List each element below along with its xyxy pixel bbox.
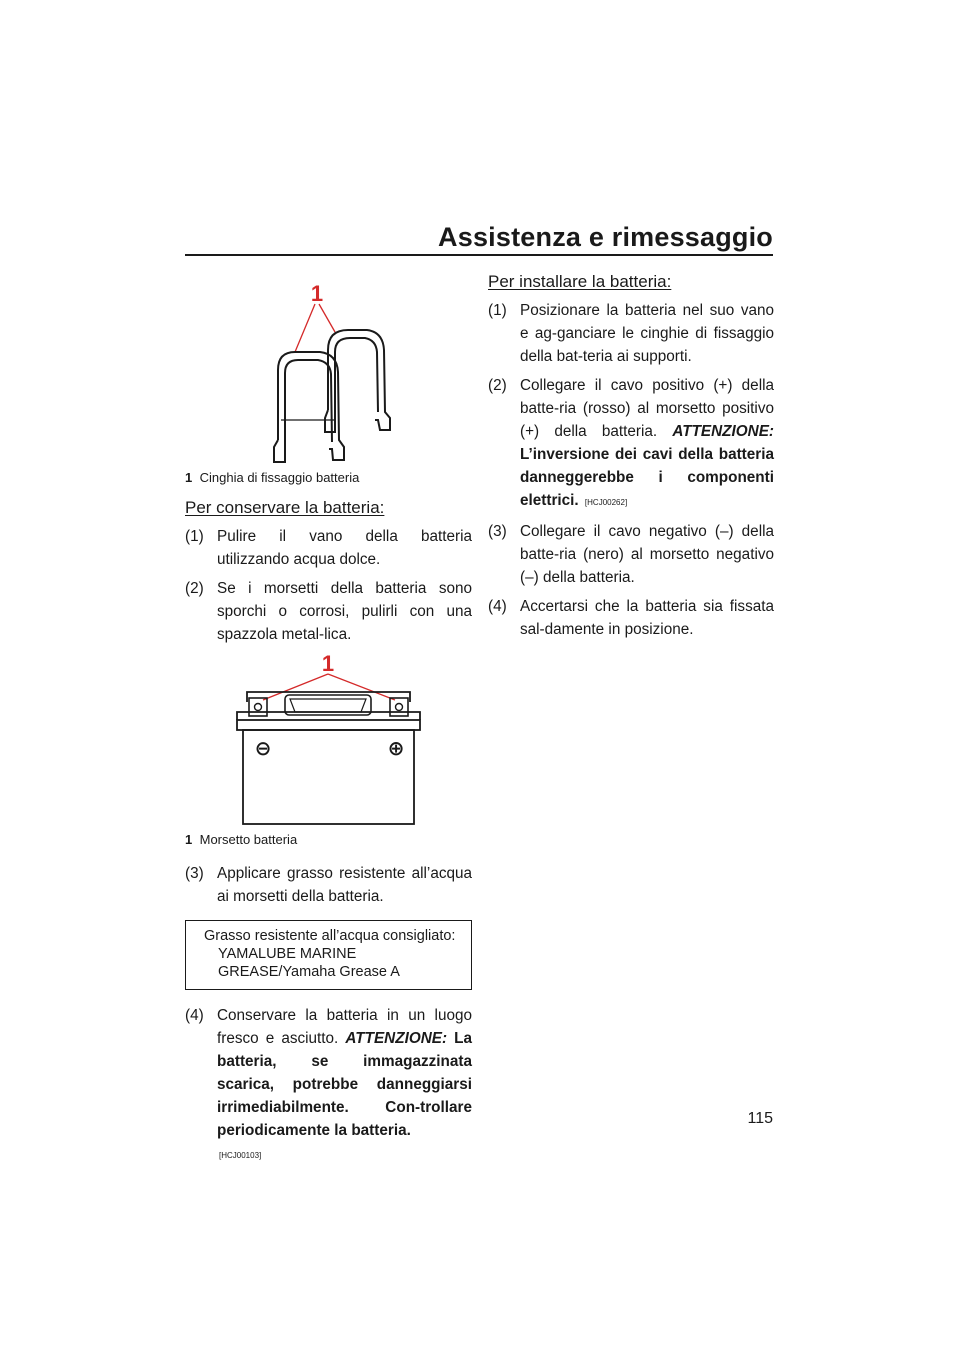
reference-code: [HCJ00262]: [584, 498, 628, 507]
caution-label: ATTENZIONE:: [672, 423, 774, 440]
list-item: (3) Applicare grasso resistente all’acqua ai morsetti della batteria.: [185, 865, 472, 905]
list-item: (2) Se i morsetti della batteria sono sporchi o corrosi, pulirli con una spazzola metal-lica.: [185, 580, 472, 643]
list-item: (4) Accertarsi che la batteria sia fissata sal-damente in posizione.: [488, 598, 774, 638]
page-title: Assistenza e rimessaggio: [438, 222, 773, 252]
caption-number: 1: [185, 470, 193, 485]
list-item: (1) Pulire il vano della batteria utilizzando acqua dolce.: [185, 528, 472, 568]
minus-terminal-icon: ⊖: [254, 736, 272, 760]
caption-text: Morsetto batteria: [199, 832, 298, 847]
right-column: [488, 270, 774, 647]
figure-caption: [185, 832, 472, 848]
header-rule: [185, 254, 773, 256]
section-title-storage: Per conservare la batteria:: [185, 498, 385, 517]
plus-terminal-icon: ⊕: [387, 736, 405, 760]
caution-text: La batteria, se immagazzinata scarica, potrebbe danneggiarsi irrimediabilmente. Con-trollare periodicamente la batteria.: [217, 1030, 472, 1139]
callout-number: 1: [310, 281, 324, 306]
caution-label: ATTENZIONE:: [345, 1030, 448, 1047]
reference-code: [HCJ00103]: [219, 1151, 262, 1160]
callout-number: 1: [321, 652, 335, 676]
left-column: [185, 280, 472, 1173]
list-item: (2) Collegare il cavo positivo (+) della batte-ria (rosso) al morsetto positivo (+) della batteria. ATTENZIONE: L’inversione dei cavi della batteria danneggerebbe i componenti elettrici. [HCJ00262]: [488, 377, 774, 509]
battery-illustration: [185, 652, 472, 832]
figure-battery-strap: [185, 280, 472, 486]
battery-strap-illustration: [185, 280, 472, 470]
figure-caption: [185, 470, 472, 486]
figure-battery-terminal: [185, 652, 472, 848]
caption-number: 1: [185, 832, 193, 847]
caution-text: L’inversione dei cavi della batteria danneggerebbe i componenti elettrici.: [520, 446, 774, 509]
section-title-install: Per installare la batteria:: [488, 272, 672, 291]
list-item: (1) Posizionare la batteria nel suo vano e ag-ganciare le cinghie di fissaggio della bat-teria ai supporti.: [488, 302, 774, 365]
recommended-grease-box: Grasso resistente all’acqua consigliato: YAMALUBE MARINE GREASE/Yamaha Grease A: [185, 920, 472, 990]
page-number: 115: [747, 1110, 773, 1127]
list-item: (4) Conservare la batteria in un luogo fresco e asciutto. ATTENZIONE: La batteria, se immagazzinata scarica, potrebbe danneggiarsi irrimediabilmente. Con-trollare periodicamente la batteria. [HCJ00103]: [185, 1007, 472, 1160]
list-item: (3) Collegare il cavo negativo (–) della batte-ria (nero) al morsetto negativo (–) della batteria.: [488, 523, 774, 586]
caption-text: Cinghia di fissaggio batteria: [199, 470, 360, 485]
